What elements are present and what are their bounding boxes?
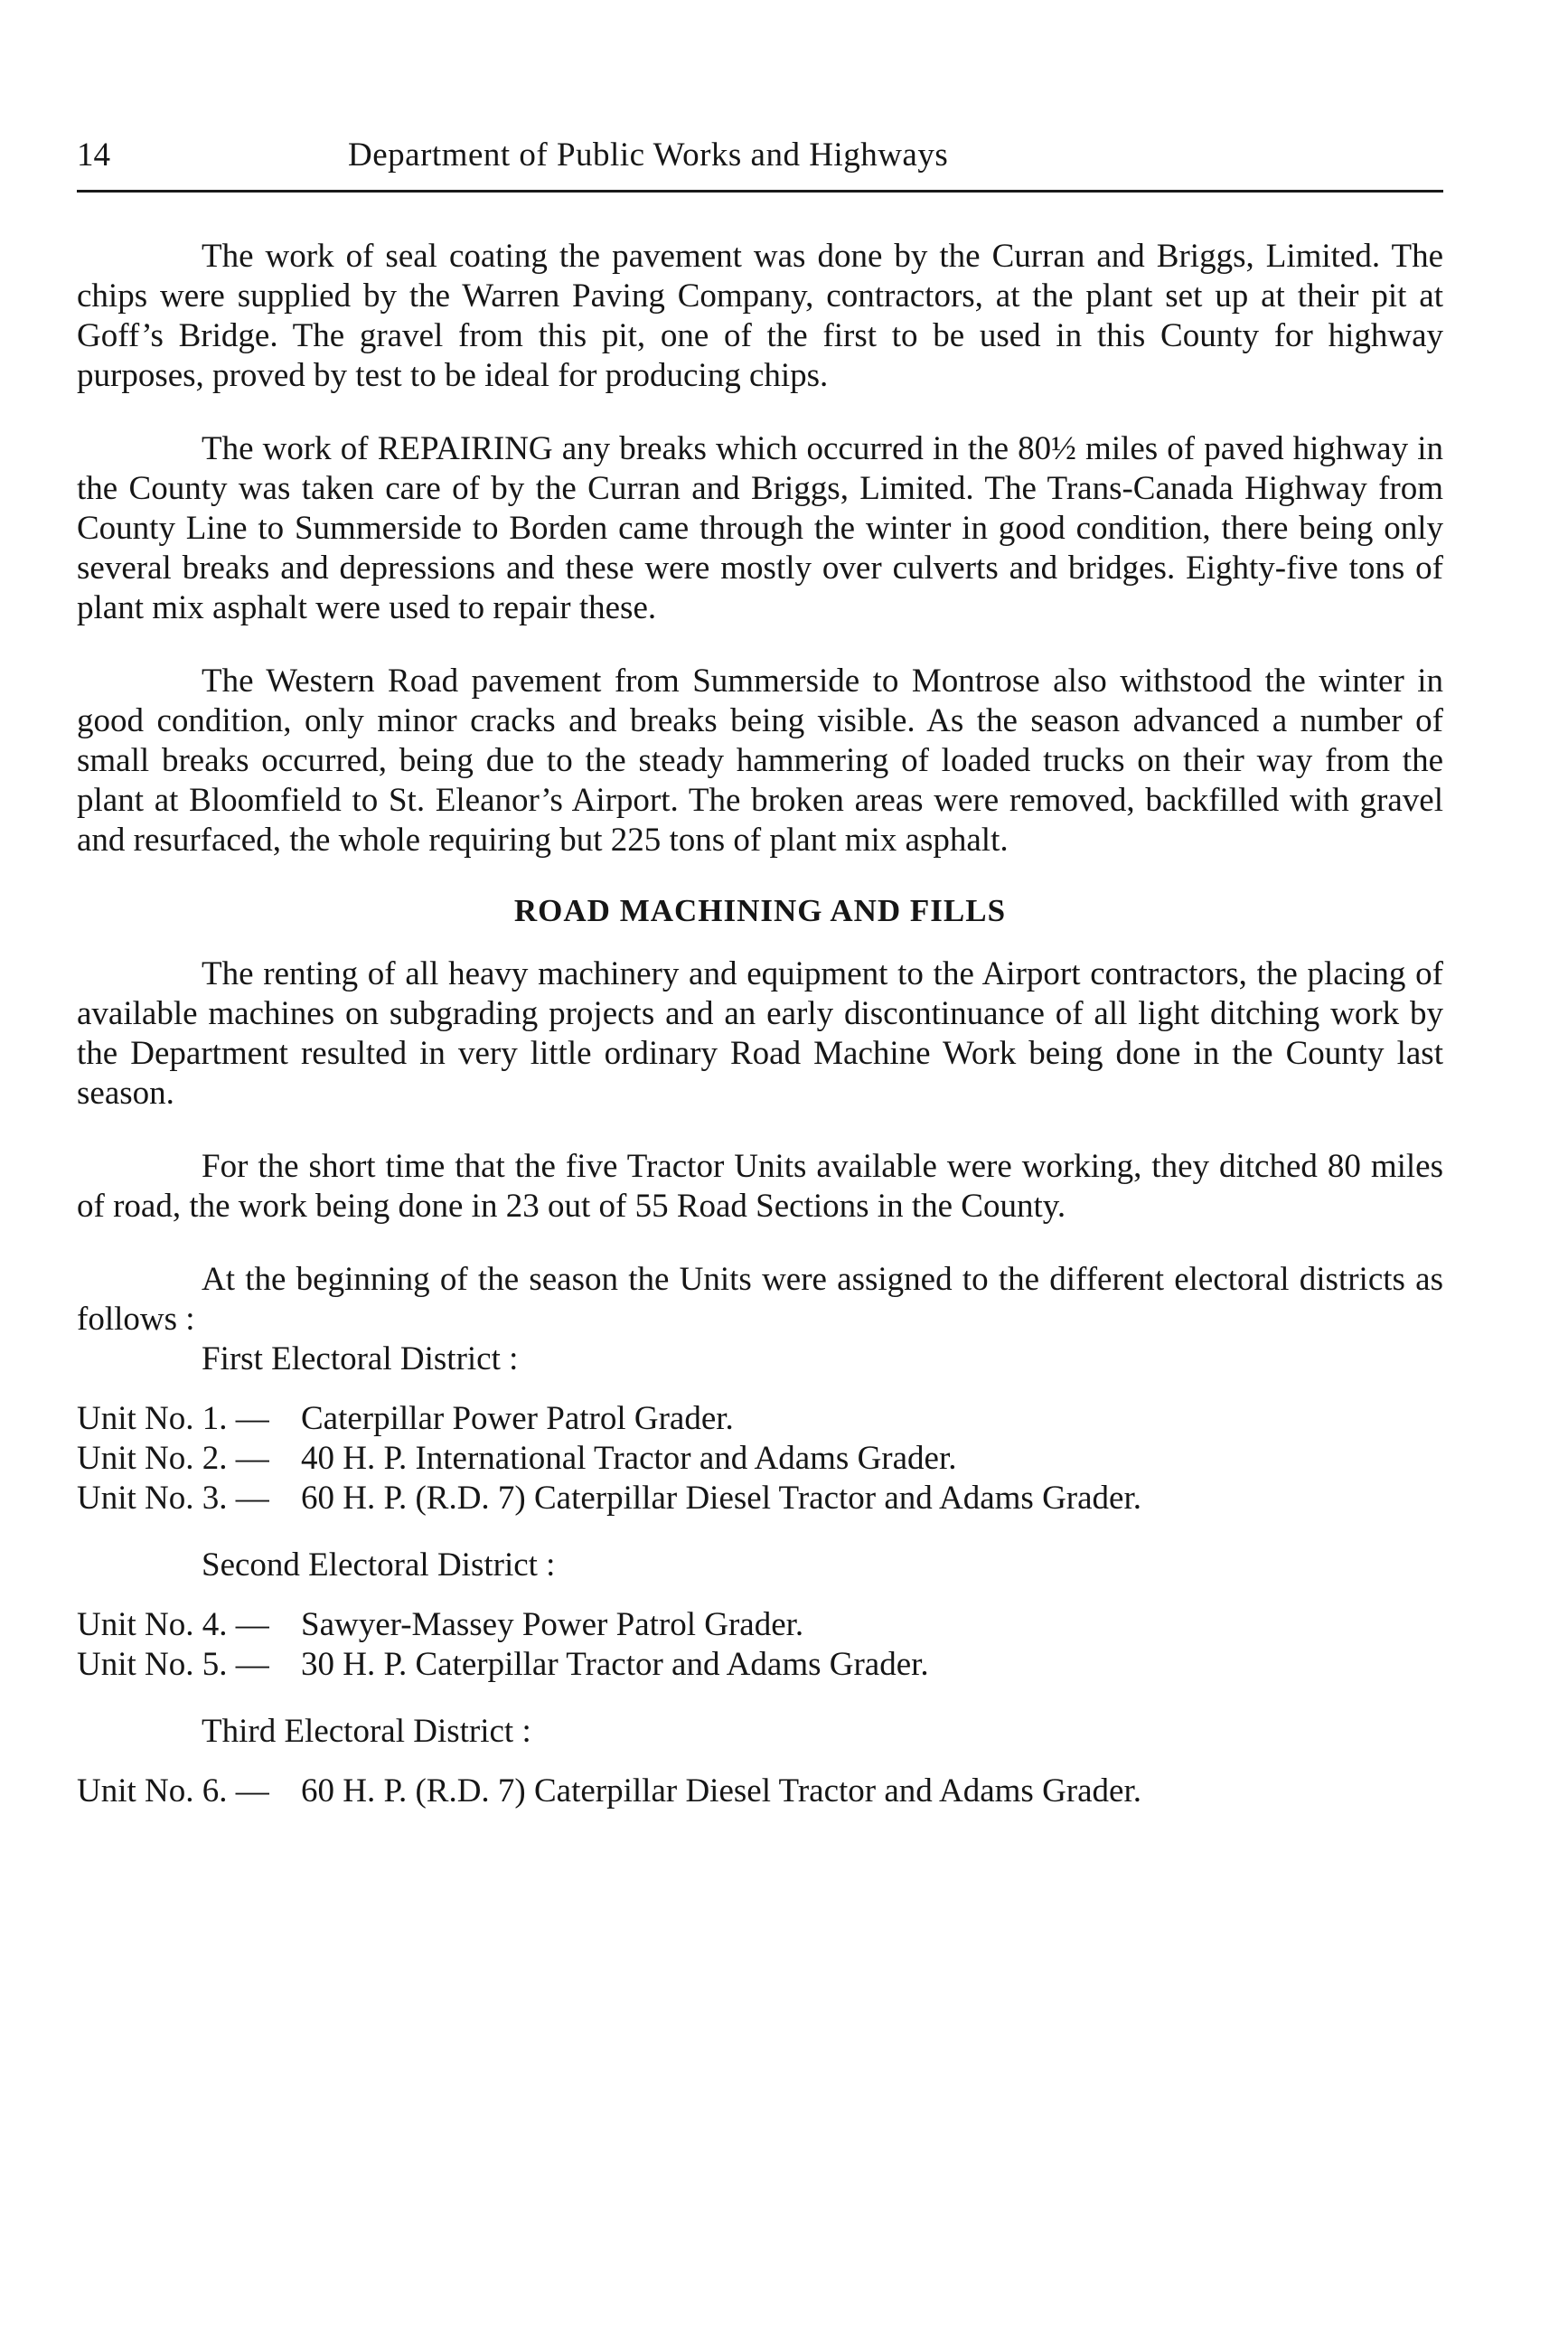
unit-description: 60 H. P. (R.D. 7) Caterpillar Diesel Tractor and Adams Grader. — [301, 1772, 1141, 1810]
running-head: Department of Public Works and Highways — [348, 136, 949, 174]
unit-description: 60 H. P. (R.D. 7) Caterpillar Diesel Tractor and Adams Grader. — [301, 1480, 1141, 1517]
paragraph-western-road: The Western Road pavement from Summerside to Montrose also withstood the winter in good condition, only minor cracks and breaks being visible. As the season advanced a number of small breaks occurred, being due to the steady hammering of loaded trucks on their way from the plant at Bloomfield to St. Eleanor’s Airport. The broken areas were removed, backfilled with gravel and resurfaced, the whole requiring but 225 tons of plant mix asphalt. — [77, 663, 1443, 859]
unit-description: 40 H. P. International Tractor and Adams Grader. — [301, 1440, 957, 1477]
section-heading: ROAD MACHINING AND FILLS — [513, 893, 1007, 928]
paragraph-assignment: At the beginning of the season the Units were assigned to the different electoral districts as follows : — [77, 1261, 1443, 1338]
unit-list — [77, 1772, 1443, 1811]
page-body — [77, 237, 1443, 1811]
paragraph-repairing: The work of REPAIRING any breaks which occurred in the 80½ miles of paved highway in the County was taken care of by the Curran and Briggs, Limited. The Trans-Canada Highway from County Line to Summerside to Borden came through the winter in good condition, there being only several breaks and depressions and these were mostly over culverts and bridges. Eighty-five tons of plant mix asphalt were used to repair these. — [77, 430, 1443, 626]
unit-description: Sawyer-Massey Power Patrol Grader. — [301, 1606, 804, 1643]
unit-number: Unit No. 1. — — [77, 1400, 269, 1437]
unit-item — [77, 1479, 1443, 1518]
unit-item — [77, 1605, 1443, 1645]
unit-number: Unit No. 5. — — [77, 1646, 269, 1683]
unit-description: Caterpillar Power Patrol Grader. — [301, 1400, 734, 1437]
district-first — [77, 1340, 1443, 1518]
paragraph-tractor-units: For the short time that the five Tractor Units available were working, they ditched 80 miles of road, the work being done in 23 out of 55 Road Sections in the County. — [77, 1148, 1443, 1225]
unit-description: 30 H. P. Caterpillar Tractor and Adams Grader. — [301, 1646, 929, 1683]
page-header — [77, 136, 1443, 193]
unit-item — [77, 1772, 1443, 1811]
unit-list — [77, 1399, 1443, 1518]
district-label: Second Electoral District : — [202, 1546, 556, 1584]
unit-number: Unit No. 3. — — [77, 1480, 269, 1517]
unit-number: Unit No. 6. — — [77, 1772, 269, 1810]
district-label: First Electoral District : — [202, 1340, 519, 1377]
unit-item — [77, 1439, 1443, 1479]
unit-item — [77, 1645, 1443, 1685]
unit-list — [77, 1605, 1443, 1685]
district-third — [77, 1712, 1443, 1811]
unit-number: Unit No. 2. — — [77, 1440, 269, 1477]
page-number: 14 — [77, 136, 110, 174]
paragraph-seal-coating: The work of seal coating the pavement was done by the Curran and Briggs, Limited. The chips were supplied by the Warren Paving Company, contractors, at the plant set up at their pit at Goff’s Bridge. The gravel from this pit, one of the first to be used in this County for highway purposes, proved by test to be ideal for producing chips. — [77, 238, 1443, 394]
paragraph-renting: The renting of all heavy machinery and equipment to the Airport contractors, the placing of available machines on subgrading projects and an early discontinuance of all light ditching work by the Department resulted in very little ordinary Road Machine Work being done in the County last season. — [77, 955, 1443, 1112]
unit-item — [77, 1399, 1443, 1439]
district-second — [77, 1546, 1443, 1685]
unit-number: Unit No. 4. — — [77, 1606, 269, 1643]
district-label: Third Electoral District : — [202, 1713, 531, 1750]
